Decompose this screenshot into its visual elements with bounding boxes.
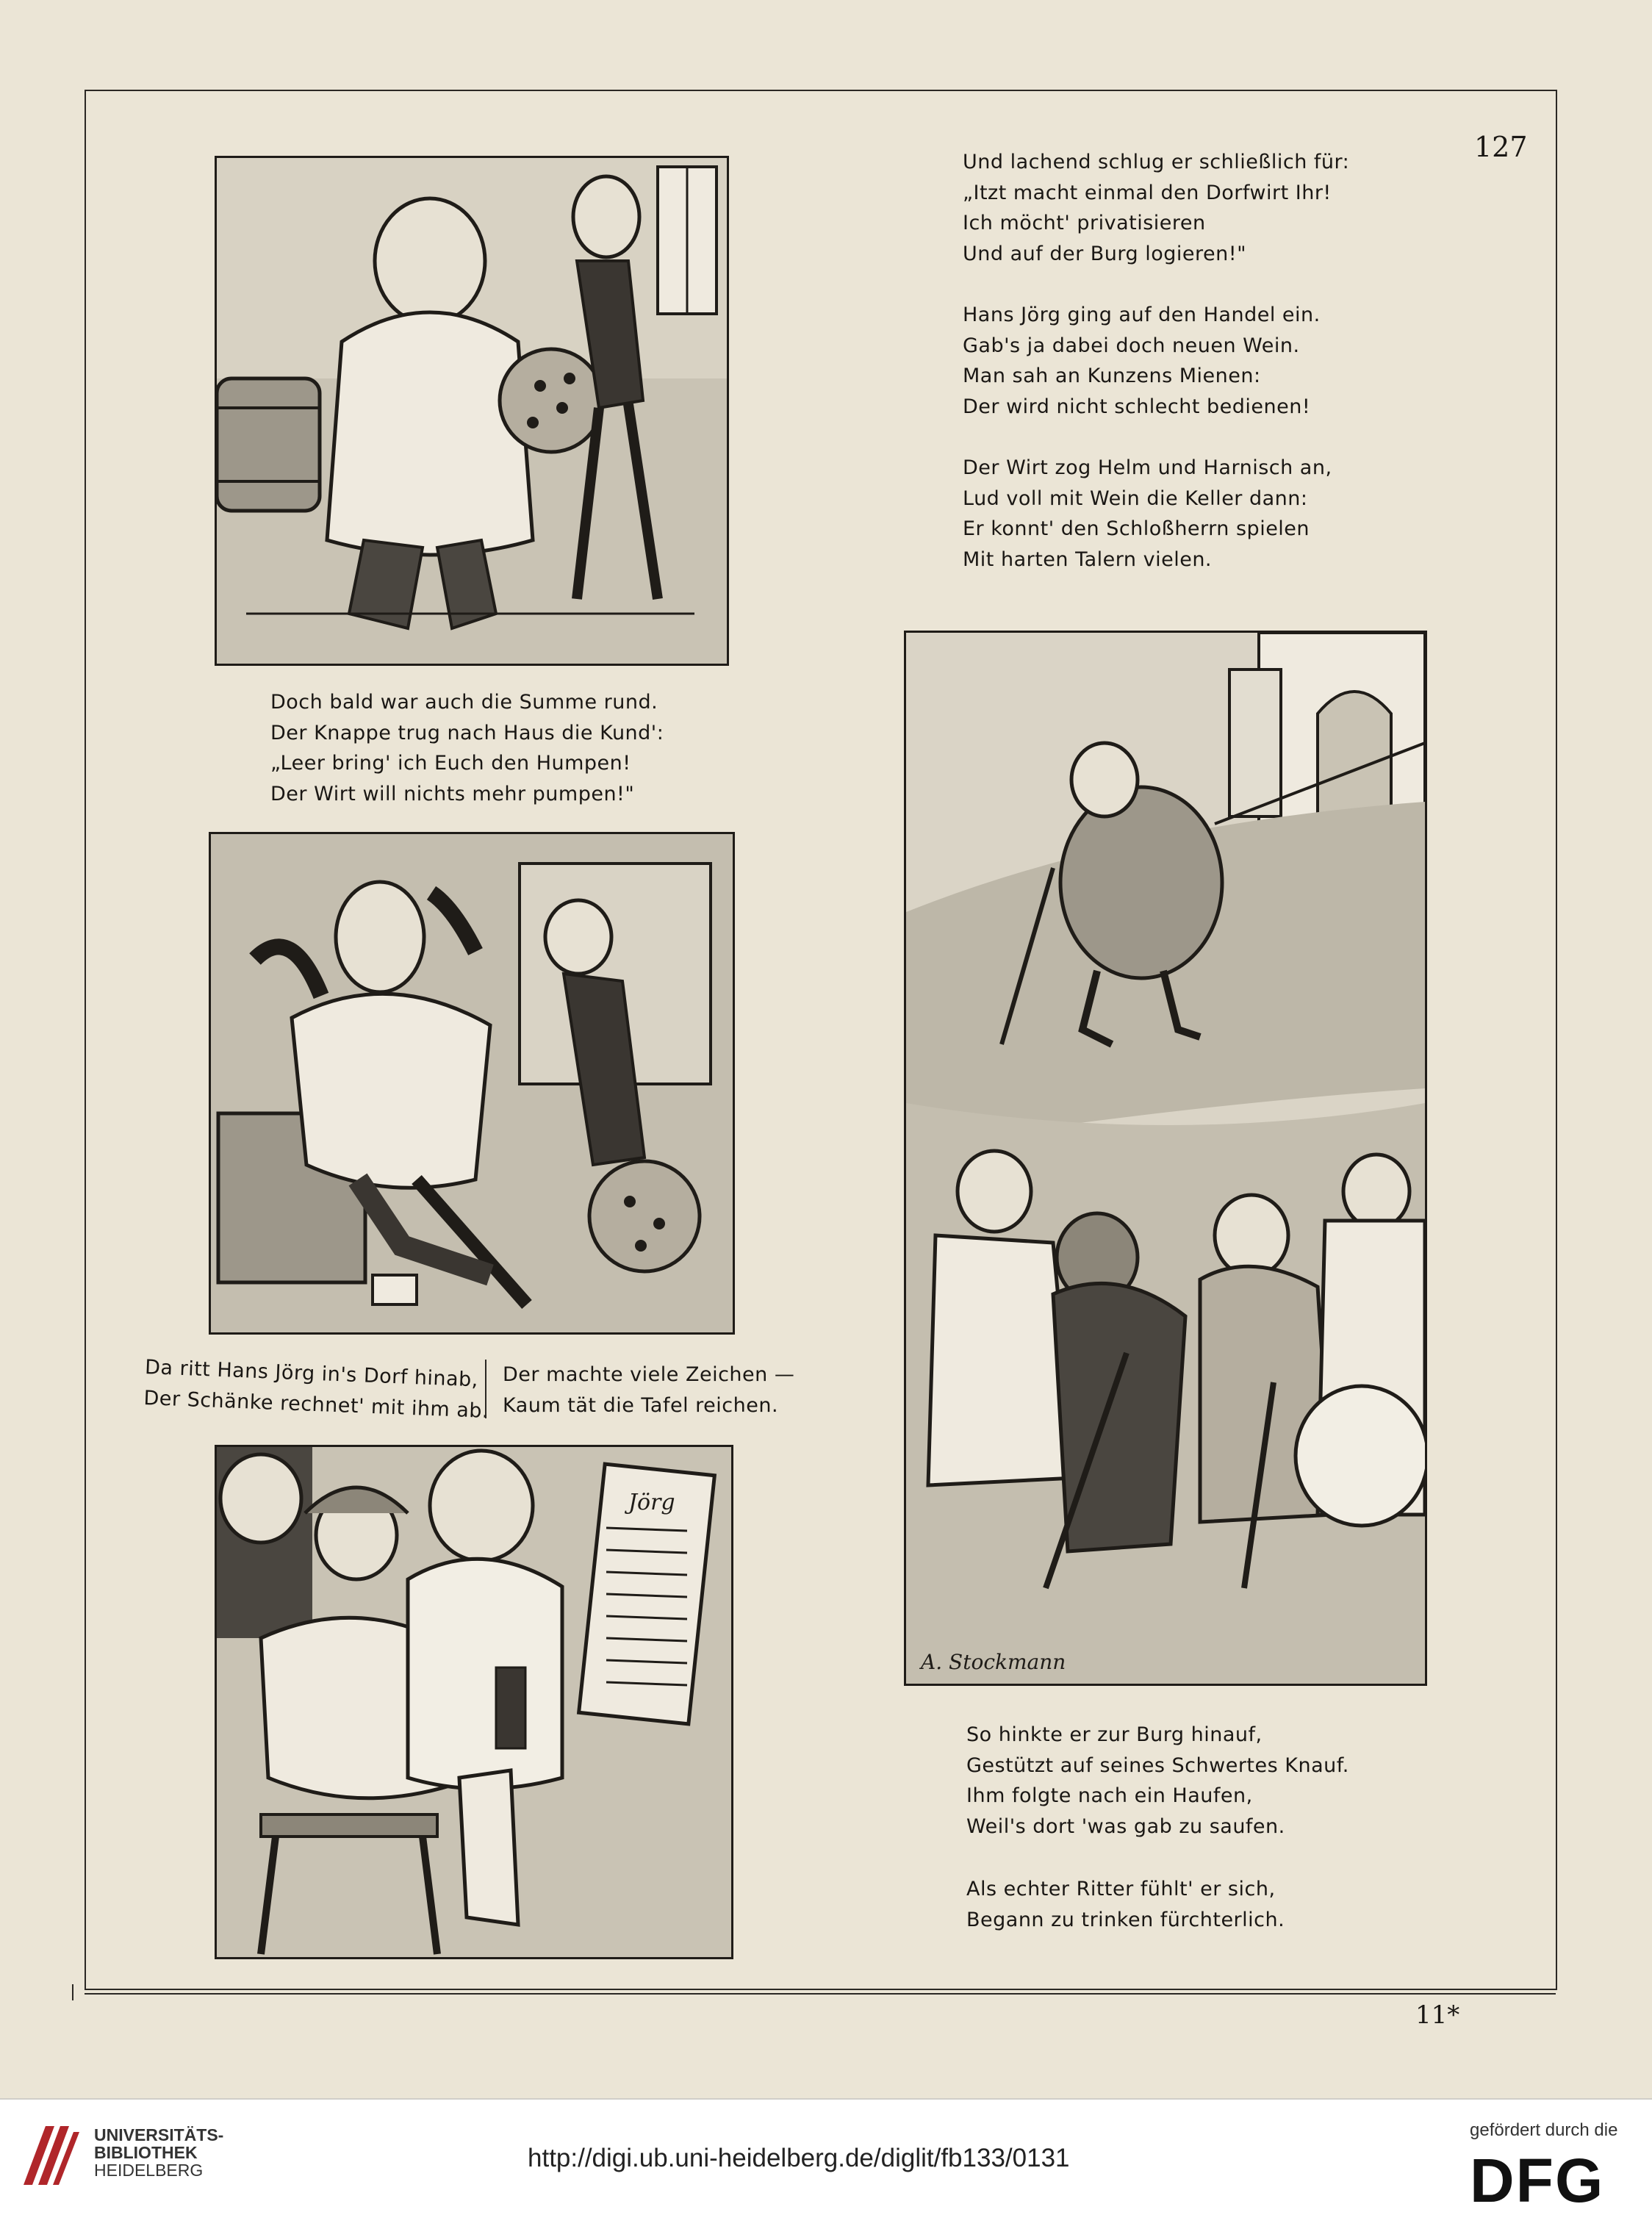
illustration-drawing <box>217 158 727 664</box>
verse-top-right <box>963 147 1349 575</box>
verse-line: Gestützt auf seines Schwertes Knauf. <box>966 1753 1349 1777</box>
verse-middle-left <box>270 687 664 809</box>
illustration-knight-squire <box>209 832 735 1335</box>
artist-signature: A. Stockmann <box>921 1650 1066 1674</box>
illustration-innkeeper-squire <box>215 156 729 666</box>
verse-line: Als echter Ritter fühlt' er sich, <box>966 1878 1276 1900</box>
verse-line: Der Knappe trug nach Haus die Kund': <box>270 721 664 744</box>
verse-line: Er konnt' den Schloßherrn spielen <box>963 517 1310 540</box>
verse-bottom-right <box>966 1720 1349 1935</box>
illustration-drawing <box>217 1447 731 1957</box>
illustration-drawing <box>211 834 733 1332</box>
verse-line: Ihm folgte nach ein Haufen, <box>966 1784 1253 1807</box>
dfg-logo: DFG <box>1470 2146 1605 2215</box>
verse-line: Der Wirt zog Helm und Harnisch an, <box>963 456 1332 479</box>
verse-line: Doch bald war auch die Summe rund. <box>270 691 658 714</box>
verse-line: Und lachend schlug er schließlich für: <box>963 151 1350 173</box>
verse-line: So hinkte er zur Burg hinauf, <box>966 1723 1263 1746</box>
verse-line: Und auf der Burg logieren!" <box>963 242 1247 265</box>
library-name-line: BIBLIOTHEK <box>94 2143 198 2162</box>
caption-line: Da ritt Hans Jörg in's Dorf hinab, <box>144 1355 479 1392</box>
caption-divider <box>485 1360 486 1418</box>
bottom-rule <box>85 1993 1556 1995</box>
verse-line: Gab's ja dabei doch neuen Wein. <box>963 334 1300 357</box>
footer-divider <box>0 2098 1652 2100</box>
caption-line: Der Schänke rechnet' mit ihm ab. <box>143 1386 489 1423</box>
verse-line: „Leer bring' ich Euch den Humpen! <box>270 752 631 775</box>
verse-line: Man sah an Kunzens Mienen: <box>963 365 1261 387</box>
verse-line: Hans Jörg ging auf den Handel ein. <box>963 304 1321 326</box>
verse-line: Lud voll mit Wein die Keller dann: <box>963 487 1308 510</box>
library-name-line: HEIDELBERG <box>94 2161 204 2180</box>
verse-line: Der Wirt will nichts mehr pumpen!" <box>270 782 635 805</box>
caption-line: Der machte viele Zeichen — <box>503 1363 795 1386</box>
illustration-tally-board <box>215 1445 733 1959</box>
digitization-footer <box>0 2098 1652 2214</box>
verse-line: Weil's dort 'was gab zu saufen. <box>966 1814 1285 1838</box>
illustration-castle-procession <box>904 631 1427 1686</box>
page-number-bottom: 11* <box>1415 2000 1460 2030</box>
funding-note: gefördert durch die <box>1470 2120 1618 2140</box>
library-name-line: UNIVERSITÄTS- <box>94 2125 224 2144</box>
caption-right <box>503 1360 794 1421</box>
verse-line: Begann zu trinken fürchterlich. <box>966 1908 1285 1931</box>
verse-line: „Itzt macht einmal den Dorfwirt Ihr! <box>963 181 1332 204</box>
permalink-url[interactable]: http://digi.ub.uni-heidelberg.de/diglit/fb133/0131 <box>528 2144 1070 2172</box>
illustration-drawing <box>906 633 1425 1684</box>
caption-line: Kaum tät die Tafel reichen. <box>503 1393 779 1417</box>
verse-line: Mit harten Talern vielen. <box>963 548 1213 571</box>
corner-rule <box>72 1984 73 2000</box>
verse-line: Ich möcht' privatisieren <box>963 212 1206 234</box>
page-number-top: 127 <box>1474 131 1528 163</box>
verse-line: Der wird nicht schlecht bedienen! <box>963 395 1311 418</box>
library-name <box>94 2126 223 2179</box>
board-text: Jörg <box>628 1490 675 1515</box>
university-library-logo-icon <box>16 2111 81 2200</box>
